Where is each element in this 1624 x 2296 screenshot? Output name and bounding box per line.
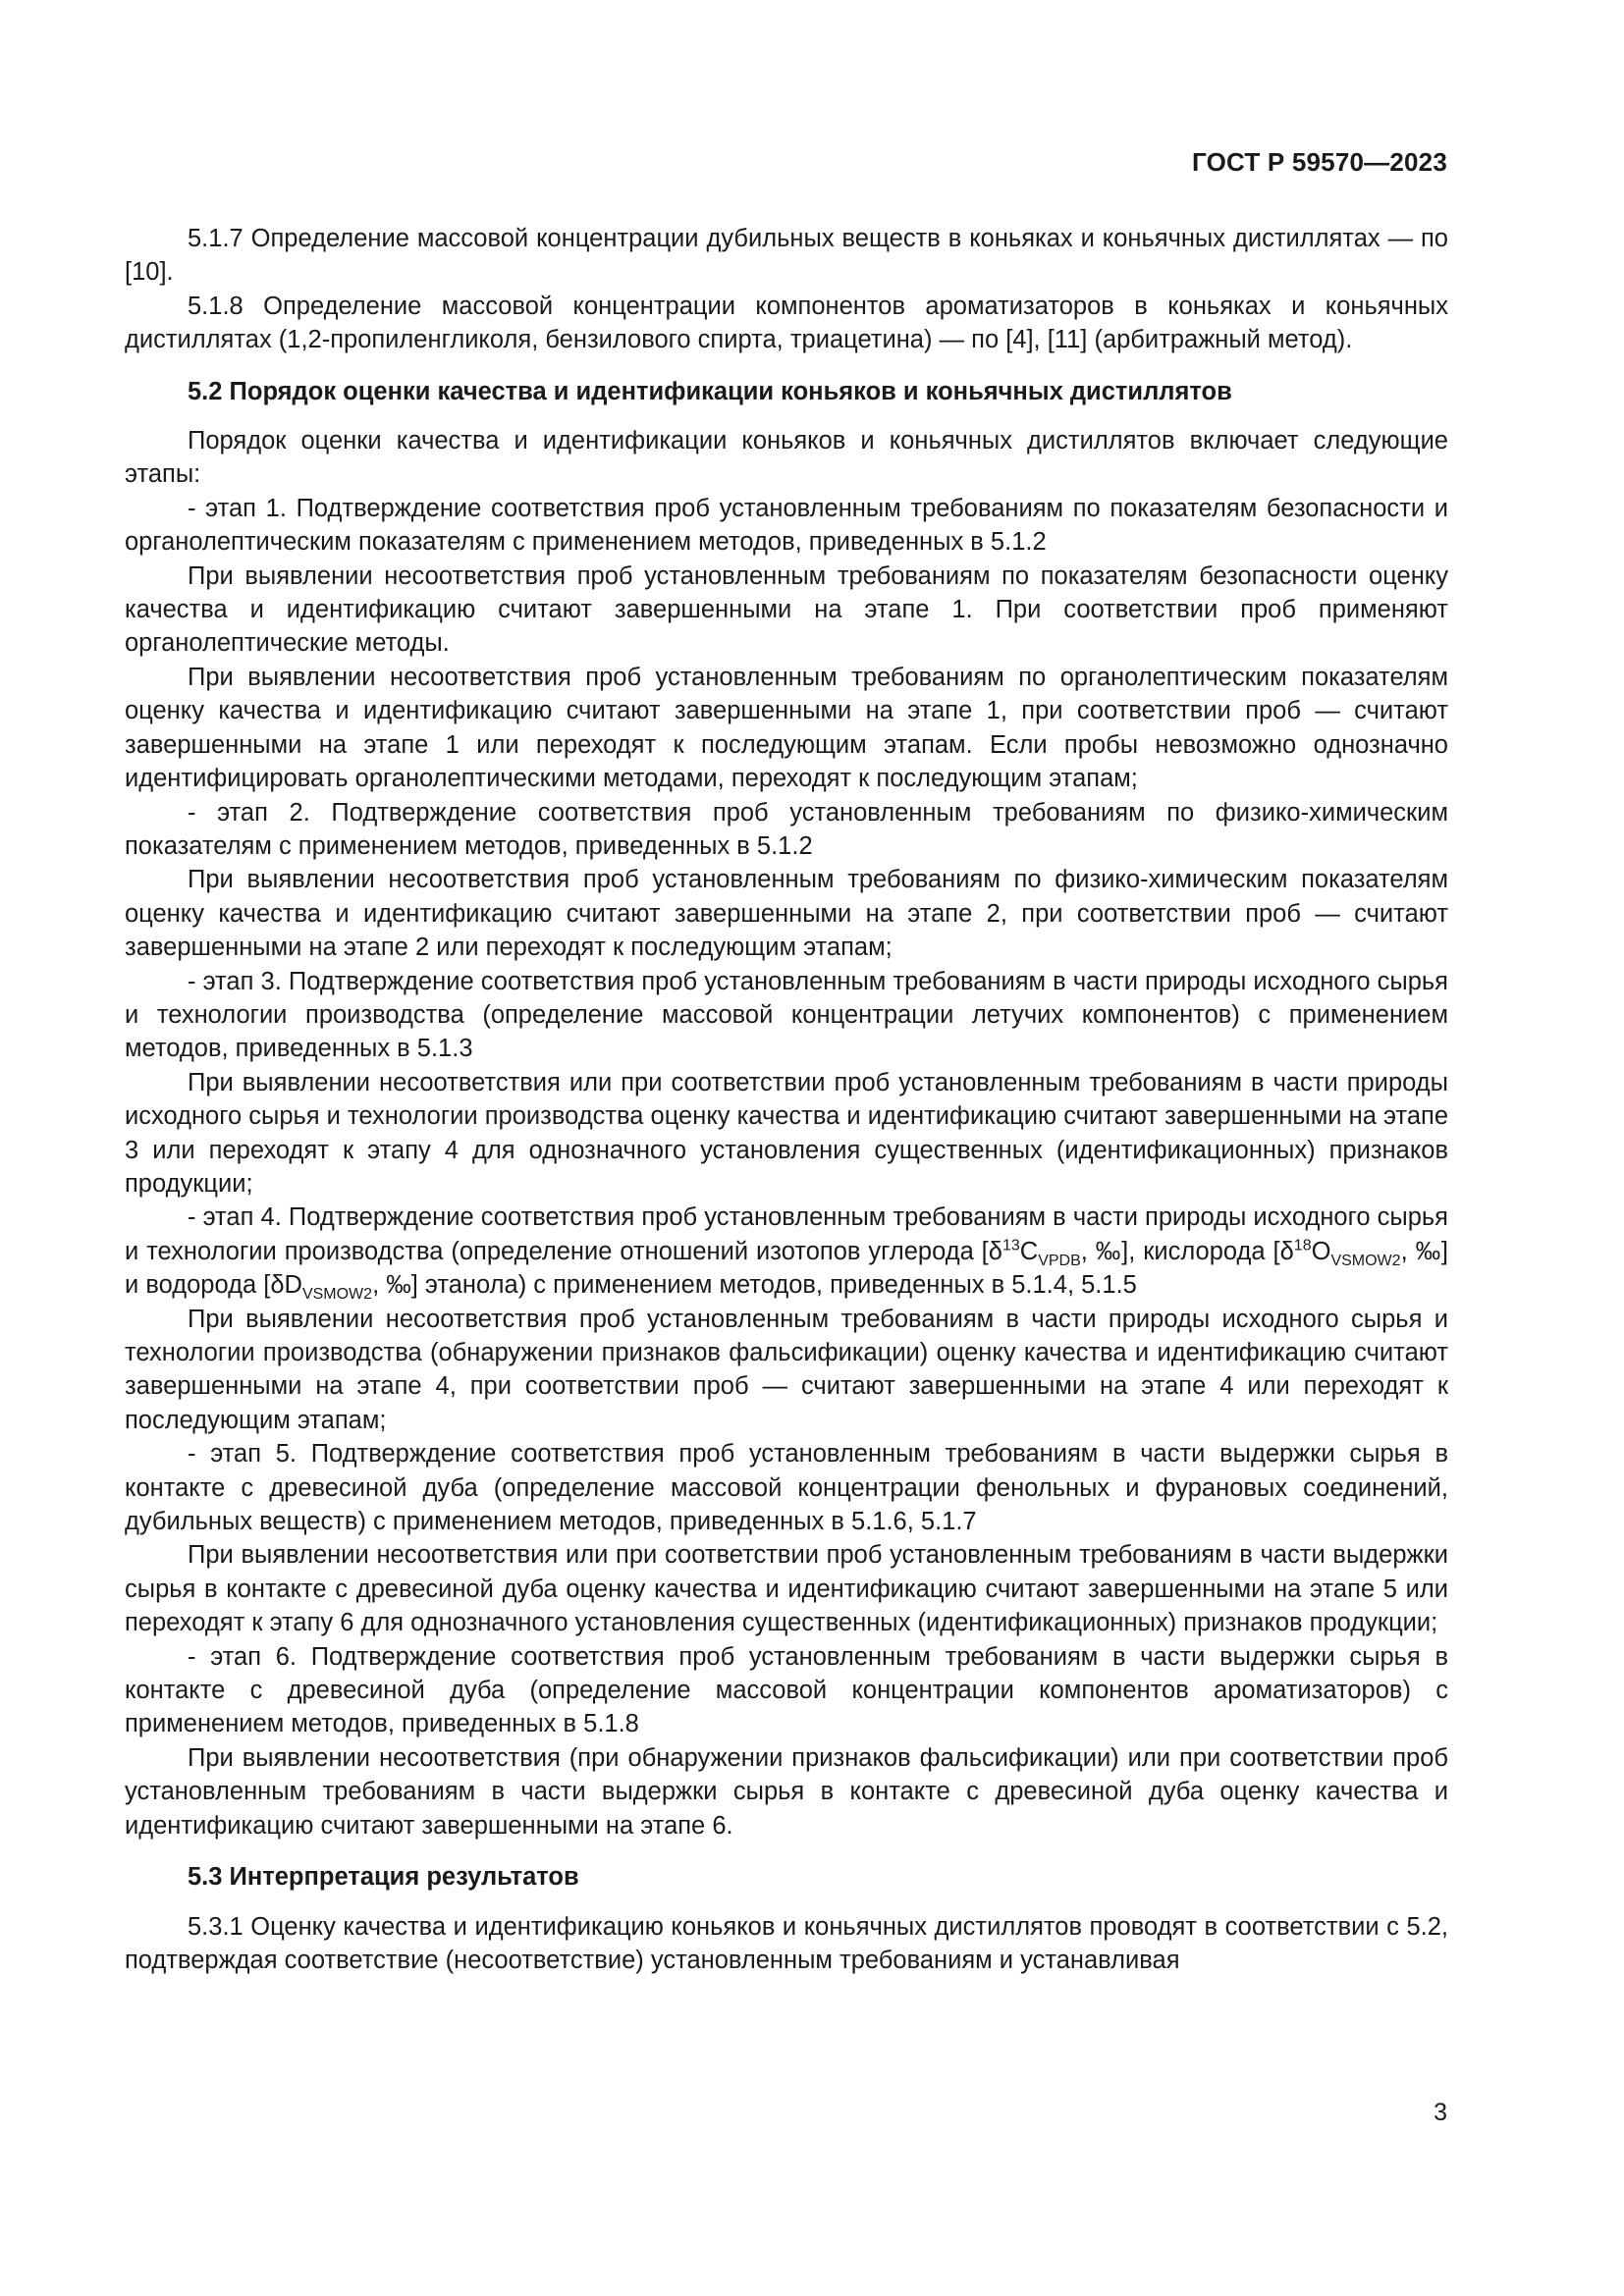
stage-1-text: - этап 1. Подтверждение соответствия проб установленным требованиям по показателям безопасности и органолептическим показателям с применением методов, приведенных в 5.1.2 — [125, 494, 1448, 557]
paragraph-5-1-7: 5.1.7 Определение массовой концентрации дубильных веществ в коньяках и коньячных дистиллятах — по [10]. — [125, 225, 1448, 287]
stage-4-paragraph-a: При выявлении несоответствия проб установленным требованиям в части природы исходного сырья и технологии производства (обнаружении признаков фальсификации) оценку качества и идентификацию считают завершенными на этапе 4, при соответствии проб — считают завершенными на этапе 4 или переходят к последующим этапам; — [125, 1305, 1448, 1434]
element-symbol: C — [1019, 1237, 1039, 1265]
stage-1-paragraph-a: При выявлении несоответствия проб установленным требованиям по показателям безопасности оценку качества и идентификацию считают завершенными на этапе 1. При соответствии проб применяют органолептические методы. — [125, 561, 1448, 658]
stage-4-text-part1: - этап 4. Подтверждение соответствия проб установленным требованиям в части природы исходного сырья и технологии производства (определение отношений изотопов углерода [ — [125, 1203, 1448, 1265]
paragraph-5-2-intro: Порядок оценки качества и идентификации коньяков и коньячных дистиллятов включает следующие этапы: — [125, 427, 1448, 489]
stage-2-paragraph-a: При выявлении несоответствия проб установленным требованиям по физико-химическим показателям оценку качества и идентификацию считают завершенными на этапе 2, при соответствии проб — считают завершенными на этапе 2 или переходят к последующим этапам; — [125, 866, 1448, 962]
stage-1-paragraph-b: При выявлении несоответствия проб установленным требованиям по органолептическим показателям оценку качества и идентификацию считают завершенными на этапе 1, при соответствии проб — считают завершенными на этапе 1 или переходят к последующим этапам. Если пробы невозможно однозначно идентифицировать органолептическими методами, переходят к последующим этапам; — [125, 663, 1448, 793]
document-code: ГОСТ Р 59570—2023 — [1192, 147, 1447, 177]
element-symbol: O — [1311, 1237, 1331, 1265]
isotope-superscript: 18 — [1293, 1237, 1312, 1255]
isotope-superscript: 13 — [1001, 1237, 1020, 1255]
paragraph-5-1-8: 5.1.8 Определение массовой концентрации компонентов ароматизаторов в коньяках и коньячных дистиллятах (1,2-пропиленгликоля, бензилового спирта, триацетина) — по [4], [11] (арбитражный метод). — [125, 292, 1448, 354]
delta-symbol: δ — [270, 1271, 285, 1300]
standard-subscript: VSMOW2 — [1330, 1252, 1401, 1269]
stage-6-paragraph-a: При выявлении несоответствия (при обнаружении признаков фальсификации) или при соответствии проб установленным требованиям в части выдержки сырья в контакте с древесиной дуба оценку качества и идентификацию считают завершенными на этапе 6. — [125, 1743, 1448, 1840]
stage-3-text: - этап 3. Подтверждение соответствия проб установленным требованиям в части природы исходного сырья и технологии производства (определение массовой концентрации летучих компонентов) с применением методов, приведенных в 5.1.3 — [125, 967, 1448, 1063]
stage-3-paragraph-a: При выявлении несоответствия или при соответствии проб установленным требованиям в части природы исходного сырья и технологии производства оценку качества и идентификацию считают завершенными на этапе 3 или переходят к этапу 4 для однозначного установления существенных (идентификационных) признаков продукции; — [125, 1068, 1448, 1198]
standard-subscript: VSMOW2 — [301, 1286, 373, 1304]
document-body — [125, 222, 1448, 1977]
stage-4-text-part2: , ‰], кислорода [ — [1080, 1237, 1280, 1265]
delta-symbol: δ — [988, 1237, 1002, 1265]
section-heading-5-2: 5.2 Порядок оценки качества и идентификации коньяков и коньячных дистиллятов — [188, 377, 1232, 405]
section-heading-5-3: 5.3 Интерпретация результатов — [188, 1863, 579, 1892]
stage-2-text: - этап 2. Подтверждение соответствия проб установленным требованиям по физико-химическим показателям с применением методов, приведенных в 5.1.2 — [125, 798, 1448, 860]
element-symbol: D — [284, 1271, 302, 1300]
stage-5-paragraph-a: При выявлении несоответствия или при соответствии проб установленным требованиям в части выдержки сырья в контакте с древесиной дуба оценку качества и идентификацию считают завершенными на этапе 5 или переходят к этапу 6 для однозначного установления существенных (идентификационных) признаков продукции; — [125, 1541, 1448, 1637]
stage-5-text: - этап 5. Подтверждение соответствия проб установленным требованиям в части выдержки сырья в контакте с древесиной дуба (определение массовой концентрации фенольных и фурановых соединений, дубильных веществ) с применением методов, приведенных в 5.1.6, 5.1.7 — [125, 1440, 1448, 1536]
delta-symbol: δ — [1279, 1237, 1294, 1265]
stage-4-text-part3: , ‰] и водорода [ — [125, 1237, 1448, 1300]
page-number: 3 — [1434, 2099, 1447, 2126]
paragraph-5-3-1: 5.3.1 Оценку качества и идентификацию коньяков и коньячных дистиллятов проводят в соответствии с 5.2, подтверждая соответствие (несоответствие) установленным требованиям и устанавливая — [125, 1912, 1448, 1974]
stage-6-text: - этап 6. Подтверждение соответствия проб установленным требованиям в части выдержки сырья в контакте с древесиной дуба (определение массовой концентрации компонентов ароматизаторов) с применением методов, приведенных в 5.1.8 — [125, 1642, 1448, 1738]
stage-4-text — [125, 1201, 1448, 1302]
stage-4-text-part4: , ‰] этанола) с применением методов, приведенных в 5.1.4, 5.1.5 — [372, 1271, 1137, 1300]
standard-subscript: VPDB — [1038, 1252, 1081, 1269]
